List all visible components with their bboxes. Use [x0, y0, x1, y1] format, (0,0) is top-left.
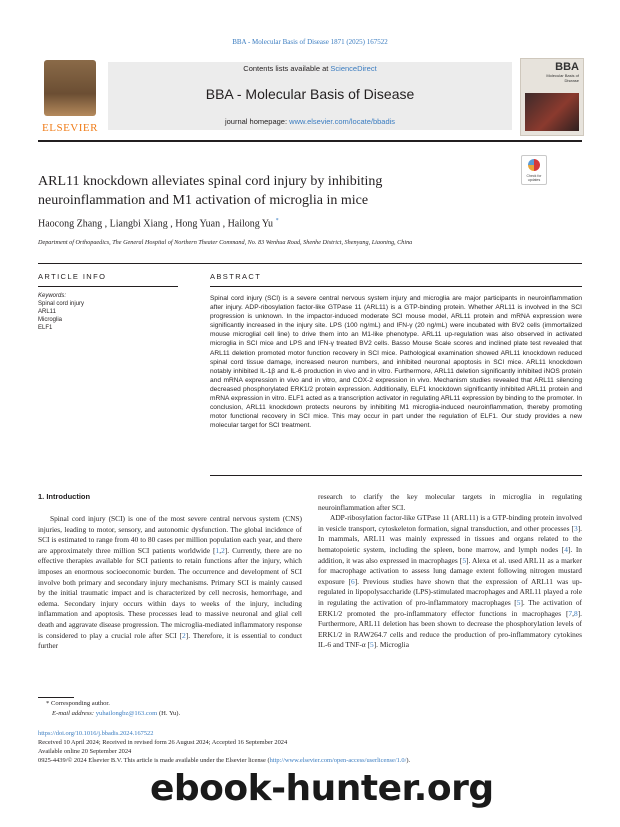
online-date: Available online 20 September 2024: [38, 748, 132, 755]
cover-logo: BBA: [555, 61, 579, 73]
article-title: [38, 172, 498, 210]
keywords-block: [38, 292, 178, 332]
body-column-right: [318, 492, 582, 651]
contents-line: [108, 64, 512, 73]
citation-link[interactable]: 3: [573, 523, 578, 533]
article-title-line-2: neuroinflammation and M1 activation of microglia in mice: [38, 193, 369, 208]
email-link[interactable]: yuhailongbz@163.com: [95, 710, 158, 717]
section-divider: [38, 263, 582, 264]
keywords-title: Keywords:: [38, 293, 67, 299]
intro-paragraph-continued: research to clarify the key molecular targets in microglia in regulating neuroinflammation after SCI.: [318, 492, 582, 512]
footnote-rule: [38, 697, 74, 698]
article-info-heading: ARTICLE INFO: [38, 272, 107, 281]
keyword-item: Spinal cord injury: [38, 301, 85, 307]
journal-masthead: [38, 58, 582, 134]
citation-link[interactable]: 5: [516, 597, 521, 607]
keyword-item: ELF1: [38, 325, 53, 331]
homepage-link[interactable]: www.elsevier.com/locate/bbadis: [289, 117, 396, 126]
cover-subtitle: Molecular Basis of Disease: [546, 73, 579, 83]
author-affiliation: Department of Orthopaedics, The General Hospital of Northern Theater Command, No. 83 Wenhua Road, Shenhe District, Shenyang, Liaoning, China: [38, 239, 413, 246]
contents-prefix: Contents lists available at: [243, 64, 329, 73]
citation-link[interactable]: 2: [221, 545, 225, 555]
author-list: [38, 218, 279, 229]
body-column-left: [38, 514, 302, 652]
email-label: E-mail address:: [52, 710, 95, 717]
elsevier-wordmark: ELSEVIER: [42, 122, 98, 134]
masthead-box: [108, 62, 512, 130]
license-link[interactable]: http://www.elsevier.com/open-access/userlicense/1.0/: [269, 757, 407, 764]
citation-link[interactable]: 2: [182, 630, 186, 640]
citation-link[interactable]: 4: [564, 544, 568, 554]
citation-link[interactable]: 6: [351, 576, 355, 586]
sciencedirect-link[interactable]: ScienceDirect: [330, 64, 377, 73]
citation-link[interactable]: 1: [215, 545, 220, 555]
abstract-rule: [210, 286, 582, 287]
homepage-line: [108, 117, 512, 126]
keyword-item: Microglia: [38, 317, 63, 323]
article-title-line-1: ARL11 knockdown alleviates spinal cord injury by inhibiting: [38, 174, 383, 189]
abstract-text: Spinal cord injury (SCI) is a severe central nervous system injury and microglia are major participants in neuroinflammation after injury. ADP-ribosylation factor-like GTPase 11 (ARL11) is a GTP-binding protein. Whether ARL11 is involved in the SCI progression is unknown. In the impactor-induced moderate SCI mouse model, ARL11 protein and mRNA expression were significantly increased in the injury site. LPS (100 ng/mL) and IFN-γ (20 ng/mL) were incubated with BV2 cells (immortalized mouse microglial cell line) to drive them into an M1-like phenotype. ARL11 up-regulation was also observed in activated microglia in SCI mice and LPS and IFN-γ treated BV2 cells. Basso Mouse Scale scores and inclined plate test revealed that ARL11 deletion promoted motor function recovery in SCI mice. Pathological examination showed ARL11 knockdown reduced spinal cord tissue damage, increased neuron numbers, and inhibited neuronal apoptosis in SCI mice. ARL11 knockdown notably inhibited IL-1β and IL-6 production in vivo and in vitro. Furthermore, ARL11 deletion significantly inhibited iNOS protein and mRNA expression in vivo and in vitro, and COX-2 expression in vivo. Mechanism studies revealed that ARL11 silencing decreased phosphorylated ERK1/2 protein expression. Additionally, ELF1 knockdown significantly inhibited ARL11 protein and mRNA expression in vitro. ELF1 acted as a transcription activator in regulating ARL11 expression by binding to the promoter. In conclusion, ARL11 knockdown protects neurons by inhibiting M1 microglia-induced neuroinflammation, thereby promoting motor functional recovery in SCI mice. This may occur in part under the regulation of ELF1. Our study provides a new molecular target for SCI treatment.: [210, 295, 582, 430]
citation-link[interactable]: 7: [568, 608, 573, 618]
corresponding-author-note: * Corresponding author.: [46, 700, 110, 707]
citation-link[interactable]: 5: [369, 640, 374, 650]
crossmark-button[interactable]: [521, 155, 547, 185]
journal-cover-thumbnail[interactable]: [520, 58, 584, 136]
corresponding-author-mark[interactable]: *: [275, 218, 279, 224]
license-line: 0925-4439/© 2024 Elsevier B.V. This article is made available under the Elsevier license (http://www.elsevier.com/open-access/userlicense/1.0/).: [38, 757, 411, 764]
journal-title: BBA - Molecular Basis of Disease: [205, 86, 415, 102]
running-header[interactable]: BBA - Molecular Basis of Disease 1871 (2025) 167522: [232, 38, 388, 46]
author-names[interactable]: Haocong Zhang , Liangbi Xiang , Hong Yuan , Hailong Yu: [38, 218, 274, 230]
homepage-prefix: journal homepage:: [224, 117, 288, 126]
crossmark-label: Check for updates: [526, 174, 542, 182]
article-info-rule: [38, 286, 178, 287]
article-metadata: [38, 729, 410, 765]
elsevier-logo[interactable]: [38, 58, 102, 134]
citation-link[interactable]: 8: [573, 608, 578, 618]
masthead-divider: [38, 140, 582, 142]
introduction-heading: 1. Introduction: [38, 492, 91, 501]
watermark-text: ebook-hunter.org: [150, 768, 494, 809]
abstract-end-rule: [210, 475, 582, 476]
received-dates: Received 10 April 2024; Received in revised form 26 August 2024; Accepted 16 September 2024: [38, 739, 288, 746]
intro-paragraph: ADP-ribosylation factor-like GTPase 11 (ARL11) is a GTP-binding protein involved in vesicle transport, cytoskeleton formation, signal transduction, and other processes [3]. In mammals, ARL11 was mainly expressed in tissues and organs related to the hematopoietic system, including the spleen, bone marrow, and lymph nodes [4]. In addition, it was also expressed in macrophages [5]. Alexa et al. used ARL11 as a marker for macrophage activation to assess lung damage extent following nitrogen mustard exposure [6]. Previous studies have shown that the expression of ARL11 was up-regulated in lipopolysaccharide (LPS)-stimulated macrophages and ARL11 played a role in regulating the activation of pro-inflammatory macrophages [5]. The activation of ERK1/2 promoted the pro-inflammatory effector functions in macrophages [7,8]. Furthermore, ARL11 deletion has been shown to decrease the phosphorylation levels of ERK1/2 in RAW264.7 cells and reduce the production of pro-inflammatory cytokines IL-6 and TNF-α [5]. Microglia: [318, 513, 582, 650]
keyword-item: ARL11: [38, 309, 56, 315]
citation-link[interactable]: 5: [462, 555, 467, 565]
elsevier-tree-icon: [44, 60, 96, 116]
email-line: [52, 710, 180, 717]
cover-image: [525, 93, 579, 131]
intro-paragraph: Spinal cord injury (SCI) is one of the most severe central nervous system (CNS) injuries, leading to motor, sensory, and autonomic dysfunction. The global incidence of SCI is estimated to range from 40 to 80 cases per million population each year, and there are approximately three million SCI patients worldwide [1,2]. Currently, there are no effective therapies available for SCI patients to retain functions after the injury, which imposes an enormous socioeconomic burden. The occurrence and development of SCI involve both primary and secondary injury mechanisms. Primary SCI is mainly caused by the initial traumatic impact and is characterized by cell necrosis, hemorrhage, and edema. Secondary injury occurs within days to weeks of the injury, including inflammation and apoptosis. These processes lead to massive neuronal and glial cell death and aggravate disease progression. The microglia-mediated inflammatory response is considered to play a crucial role after SCI [2]. Therefore, it is essential to conduct further: [38, 514, 303, 651]
doi-link[interactable]: https://doi.org/10.1016/j.bbadis.2024.167522: [38, 730, 154, 737]
abstract-heading: ABSTRACT: [210, 272, 262, 281]
email-suffix: (H. Yu).: [158, 710, 181, 717]
crossmark-icon: [528, 159, 540, 171]
